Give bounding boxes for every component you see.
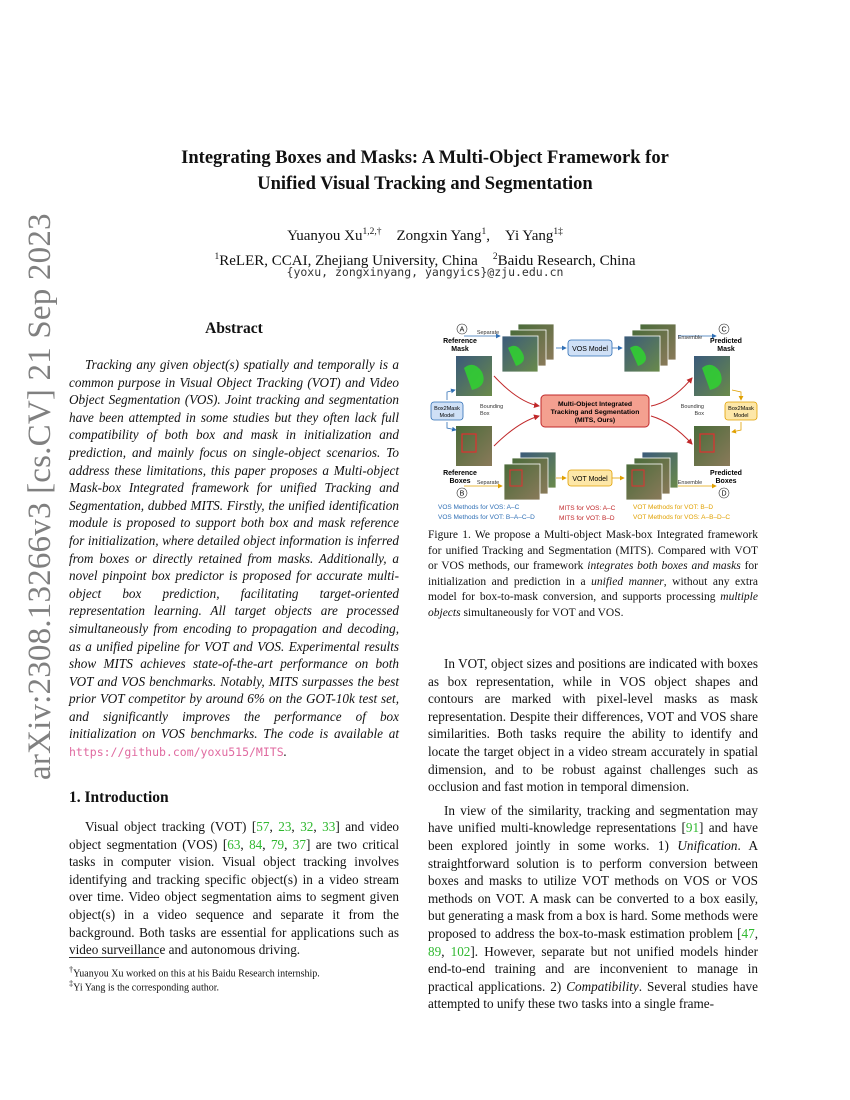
footnote-rule (69, 957, 159, 958)
paper-title (0, 145, 850, 197)
label-b (457, 488, 467, 498)
author-3-sup: 1‡ (553, 227, 563, 237)
paragraph-similarity: In view of the similarity, tracking and segmentation may have unified multi-knowledge representations [91] and have been explored jointly in some works. 1) Unification. A straightforward solution is to perform conversion between boxes and masks to utilize VOT methods on VOS or VOS methods on VOT. A mask can be converted to a box easily, but generating a mask from a box is hard. Some methods were proposed to address the box-to-mask estimation problem [47, 89, 102]. However, separate but not unified models hinder end-to-end training and are inconvenient to manage in practical applications. 2) Compatibility. Several studies have attempted to unify these two tasks into a single frame- (428, 802, 759, 1012)
affiliation-2: Baidu Research, China (497, 253, 636, 269)
ensemble-bottom: Ensemble (677, 480, 703, 486)
right-column-body (428, 655, 758, 1013)
citation[interactable]: 63 (227, 836, 241, 852)
author-2: Zongxin Yang (396, 228, 482, 244)
author-block: Yuanyou $Xu^{1,2,\dagger}$ Zongxin Yang$^1$, Yi Yang$^{1\ddagger}$ $^1$ReLER, CCAI, Zhejiang University, China $^2$Baidu Research, China (214, 227, 636, 269)
svg-text:Boxes: Boxes (715, 478, 737, 485)
mits-label: Multi-Object Integrated (557, 401, 633, 408)
svg-text:(MITS, Ours): (MITS, Ours) (574, 417, 616, 424)
figure-1-caption: Figure 1. We propose a Multi-object Mask-box Integrated framework for unified Tracking and Segmentation (MITS). Compared with VOT or VOS methods, our framework integrates both boxes and masks for initialization and prediction in a unified manner, without any extra model for box-to-mask conversion, and supports processing multiple objects simultaneously for VOT and VOS. (428, 529, 759, 619)
title-line-1: Integrating Boxes and Masks: A Multi-Object Framework for (181, 148, 669, 168)
svg-text:Mask: Mask (717, 346, 735, 353)
arxiv-stamp-text: arXiv:2308.13266v3 [cs.CV] 21 Sep 2023 (22, 213, 58, 780)
citation[interactable]: 102 (450, 943, 471, 959)
pred-mask-label: Predicted (710, 338, 742, 345)
svg-text:Tracking and Segmentation: Tracking and Segmentation (550, 409, 640, 416)
author-2-sup: 1 (481, 227, 487, 237)
separate-top: Separate (476, 330, 500, 336)
author-emails[interactable]: {yoxu, zongxinyang, yangyics}@zju.edu.cn (286, 265, 564, 279)
label-d (719, 488, 729, 498)
svg-text:Box: Box (480, 411, 490, 417)
abstract-text: Tracking any given object(s) spatially and temporally is a common purpose in Visual Object Tracking (VOT) and Video Object Segmentation (VOS). Joint tracking and segmentation have been attempted in some studies but they often lack full compatibility of both box and mask in initialization and prediction, and mainly focus on single-object scenarios. To address these limitations, this paper proposes a Multi-object Mask-box Integrated framework for unified Tracking and Segmentation, dubbed MITS. Firstly, the unified identification module is proposed to support both box and mask reference for initialization, where detailed object information is inferred from boxes or directly retained from masks. Additionally, a novel pinpoint box predictor is proposed for accurate multi-object box prediction, facilitating target-oriented representation learning. All target objects are processed simultaneously from encoding to propagation and decoding, as a unified pipeline for VOT and VOS. Experimental results show MITS achieves state-of-the-art performance on both VOT and VOS benchmarks. Notably, MITS surpasses the best prior VOT competitor by around 6% on the GOT-10k test set, and significantly improves the performance of box initialization on VOS benchmarks. The code is available at (69, 357, 399, 742)
paragraph-vot-vos: In VOT, object sizes and positions are indicated with boxes as box representation, while in VOS object shapes and contours are marked with pixel-level masks as mask representation. Despite their differences, VOT and VOS share similarities. Both tasks require the ability to identify and locate the target object in a video stream accurately in spatial dimension, and to be robust against challenges such as occlusion and fast motion in temporal dimension. (428, 656, 758, 795)
svg-text:Mask: Mask (451, 346, 469, 353)
citation[interactable]: 84 (249, 836, 263, 852)
svg-text:C: C (721, 326, 727, 334)
aff-1-sup: 1 (214, 252, 220, 262)
vot-model-label: VOT Model (572, 476, 608, 483)
title-line-2: Unified Visual Tracking and Segmentation (257, 174, 593, 194)
frame-stack-top-left (502, 324, 554, 372)
legend-vot-2: VOT Methods for VOS: A–B–D–C (633, 514, 731, 521)
ensemble-top: Ensemble (677, 335, 703, 341)
citation[interactable]: 47 (741, 925, 755, 941)
label-c (719, 324, 729, 334)
ref-boxes-image (456, 426, 492, 466)
affiliation-1: ReLER, CCAI, Zhejiang University, China (219, 253, 478, 269)
author-1: Yuanyou Xu (287, 228, 363, 244)
ref-boxes-label: Reference (443, 470, 477, 477)
pred-boxes-label: Predicted (710, 470, 742, 477)
citation[interactable]: 79 (270, 836, 285, 852)
citation[interactable]: 37 (292, 836, 306, 852)
legend-vot-1: VOT Methods for VOT: B–D (633, 504, 714, 511)
citation[interactable]: 57 (256, 819, 270, 834)
introduction-heading: 1. Introduction (69, 789, 169, 806)
author-1-sup: 1,2,† (362, 227, 382, 237)
abstract-body: Tracking any given object(s) spatially and temporally is a common purpose in Visual Object Tracking (VOT) and Video Object Segmentation (VOS). Joint tracking and segmentation have been attempted in some studies but they often lack full compatibility of both box and mask in initialization and prediction, and mainly focus on single-object scenarios. To address these limitations, this paper proposes a Multi-object Mask-box Integrated framework for unified Tracking and Segmentation, dubbed MITS. Firstly, the unified identification module is proposed to support both box and mask reference for initialization, where detailed object information is inferred from boxes or directly retained from masks. Additionally, a novel pinpoint box predictor is proposed for accurate multi-object box prediction, facilitating target-oriented representation learning. All target objects are processed simultaneously from encoding to propagation and decoding, as a unified pipeline for VOT and VOS. Experimental results show MITS achieves state-of-the-art performance on both VOT and VOS benchmarks. Notably, MITS surpasses the best prior VOT competitor by around 6% on the GOT-10k test set, and significantly improves the performance of box initialization on VOS benchmarks. The code is available at https://github.com/yoxu515/MITS. (69, 357, 399, 760)
bounding-box-right: Bounding (680, 404, 704, 410)
frame-stack-top-right (624, 324, 676, 372)
svg-text:Box2Mask: Box2Mask (434, 406, 460, 412)
legend-mits-2: MITS for VOT: B–D (559, 515, 615, 522)
citation[interactable]: 33 (322, 819, 336, 834)
footnote-1: †Yuanyou Xu worked on this at his Baidu Research internship. (69, 965, 320, 980)
figure-1-diagram (428, 318, 760, 528)
svg-text:Model: Model (439, 413, 455, 419)
legend-vos-1: VOS Methods for VOS: A–C (438, 504, 520, 511)
abstract-heading: Abstract (205, 320, 263, 337)
legend-mits-1: MITS for VOS: A–C (559, 505, 616, 512)
citation[interactable]: 23 (278, 819, 292, 834)
svg-text:A: A (459, 326, 465, 334)
svg-text:B: B (459, 490, 465, 498)
vos-model-label: VOS Model (572, 346, 608, 353)
frame-stack-bottom-right (626, 452, 678, 500)
aff-2-sup: 2 (492, 252, 498, 262)
ref-mask-label: Reference (443, 338, 477, 345)
label-a (457, 324, 467, 334)
citation[interactable]: 32 (300, 819, 314, 834)
legend-vos-2: VOS Methods for VOT: B–A–C–D (438, 514, 535, 521)
citation[interactable]: 89 (428, 943, 442, 959)
code-link[interactable]: https://github.com/yoxu515/MITS (69, 745, 284, 760)
author-3: Yi Yang (505, 228, 554, 244)
frame-stack-bottom-left (504, 452, 556, 500)
introduction-body: Visual object tracking (VOT) [57, 23, 32, 33] and video object segmentation (VOS) [63, 84, 79, 37] are two critical tasks in computer vision. Visual object tracking involves identifying and tracking specific object(s) in a video stream over time. Video object segmentation aims to segment given object(s) in a video sequence and separate it from the background. Both tasks are essential for applications such as video surveillance and autonomous driving. (69, 819, 400, 958)
svg-text:Box: Box (694, 411, 704, 417)
citation[interactable]: 91 (685, 820, 700, 836)
svg-text:Box2Mask: Box2Mask (728, 406, 754, 412)
bounding-box-left: Bounding (480, 404, 504, 410)
svg-text:Model: Model (733, 413, 749, 419)
footnote-2: ‡Yi Yang is the corresponding author. (69, 979, 219, 994)
separate-bottom: Separate (476, 480, 500, 486)
svg-text:D: D (721, 490, 727, 498)
svg-text:Boxes: Boxes (449, 478, 471, 485)
arxiv-stamp[interactable] (22, 213, 72, 780)
